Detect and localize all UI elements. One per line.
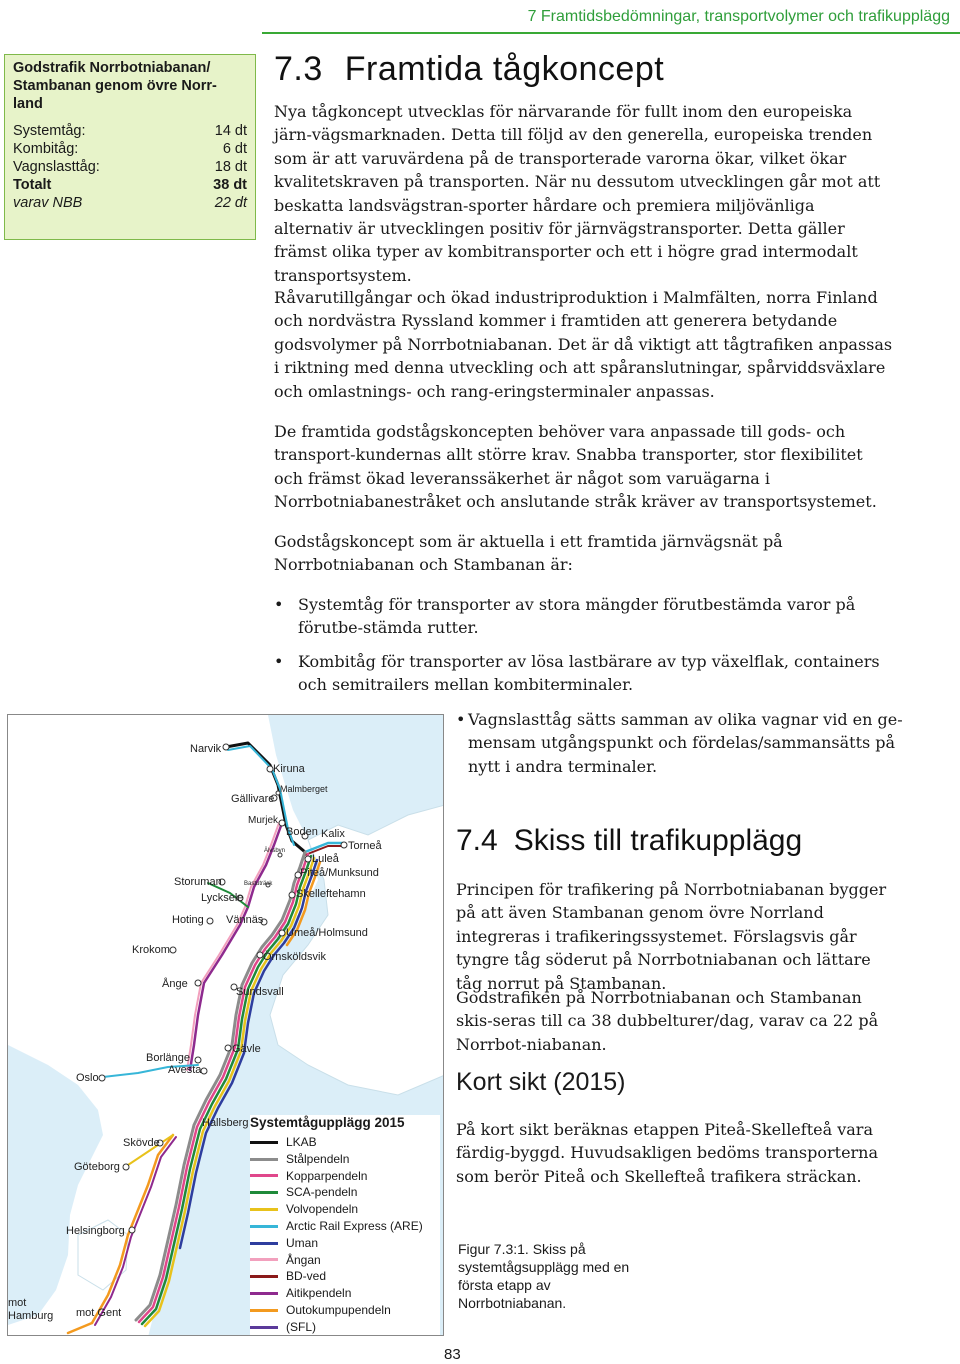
city-label-malmberget: Malmberget <box>280 784 328 794</box>
city-label-gavle: Gävle <box>232 1043 261 1055</box>
city-label-ange: Ånge <box>162 978 188 990</box>
fact-row-systemtag <box>13 122 247 140</box>
city-label-tornea: Torneå <box>348 840 382 852</box>
sea-area <box>8 1045 103 1325</box>
fact-value: 22 dt <box>214 195 247 211</box>
station-tornea <box>341 842 347 848</box>
bullet-icon: • <box>274 652 284 671</box>
station-krokom <box>170 947 176 953</box>
legend-item <box>250 1151 440 1168</box>
city-label-lulea: Luleå <box>312 853 339 865</box>
city-label-mot-hamburg: mot Hamburg <box>8 1297 54 1322</box>
city-label-vannas: Vännäs <box>226 914 264 926</box>
city-label-umea: Umeå/Holmsund <box>286 927 368 939</box>
paragraph: Principen för trafikering på Norrbotniabanan bygger på att även Stambanan genom övre Norrland integreras i trafikeringssystemet. Förslagsvis går tyngre tåg söderut på Norrbotniabanan och lättare tåg norrut på Stambanan. <box>456 880 887 993</box>
fact-value: 18 dt <box>214 159 247 175</box>
legend-swatch <box>250 1174 278 1177</box>
legend-label: BD-ved <box>286 1269 327 1284</box>
bullet-item <box>456 708 906 778</box>
legend-label: LKAB <box>286 1135 317 1149</box>
legend-swatch <box>250 1225 278 1228</box>
city-label-bastutrask: Bastuträsk <box>244 881 273 887</box>
city-label-goteborg: Göteborg <box>74 1161 120 1173</box>
legend-item <box>250 1252 440 1269</box>
bullet-icon: • <box>274 595 284 614</box>
legend-swatch <box>250 1242 278 1245</box>
city-label-mot-gent: mot Gent <box>76 1307 122 1319</box>
station-lulea <box>305 856 311 862</box>
legend-item <box>250 1201 440 1218</box>
legend-swatch <box>250 1275 278 1278</box>
fact-value: 6 dt <box>222 141 247 157</box>
city-label-kiruna: Kiruna <box>273 763 305 775</box>
bullet-text: Systemtåg för transporter av stora mängder förutbestämda varor på förutbe-stämda rutter. <box>298 595 856 638</box>
station-skelleftehamn <box>289 892 295 898</box>
legend-item <box>250 1268 440 1285</box>
legend-label: Arctic Rail Express (ARE) <box>286 1218 423 1233</box>
figure-caption: Figur 7.3:1. Skiss på systemtågsupplägg med en första etapp av Norrbotniabanan. <box>458 1241 630 1311</box>
city-label-sundsvall: Sundsvall <box>236 986 284 998</box>
legend-swatch <box>250 1191 278 1194</box>
city-label-hallsberg: Hallsberg <box>202 1117 249 1129</box>
city-label-helsingborg: Helsingborg <box>66 1225 125 1237</box>
legend-label: Outokumpupendeln <box>286 1302 391 1317</box>
station-helsingborg <box>129 1227 135 1233</box>
header-rule <box>262 32 960 34</box>
fact-row-vagnslasttag <box>13 158 247 176</box>
map-legend <box>250 1115 440 1336</box>
station-murjek <box>279 820 285 826</box>
bullet-text: Vagnslasttåg sätts samman av olika vagnar vid en ge-mensam utgångspunkt och fördelas/sammansätts på nytt i andra terminaler. <box>468 710 903 776</box>
city-label-krokom: Krokom <box>132 944 170 956</box>
legend-label: (SFL) <box>286 1319 316 1334</box>
city-label-hoting: Hoting <box>172 914 204 926</box>
section-heading-7-3 <box>274 50 664 89</box>
paragraph: Nya tågkoncept utvecklas för närvarande för fullt inom den europeiska järn-vägsmarknaden. Detta till följd av den generella, europeiska trenden som är att varuvärdena på de transporterade varorna ökar, vilket ökar kvalitetskraven på transporten. När nu dessutom utvecklingen går mot att beskatta landsvägstran-sporter hårdare och premiera miljövänliga alternativ är utvecklingen positiv för järnvägstransporter. Detta gäller främst olika typer av kombitransporter och ett i högre grad intermodalt transportsystem. <box>274 102 881 285</box>
legend-title: Systemtågupplägg 2015 <box>250 1115 405 1130</box>
city-label-avesta: Avesta <box>168 1064 202 1076</box>
city-label-gallivare: Gällivare <box>231 793 275 805</box>
paragraph: De framtida godstågskoncepten behöver vara anpassade till gods- och transport-kundernas allt större krav. Snabba transporter, stor flexibilitet och främst ökad leveranssäkerhet är något som varuägarna i Norrbotniabanestråket och anslutande stråk kräver av transportsystemet. <box>274 422 877 512</box>
fact-value: 38 dt <box>213 177 247 193</box>
paragraph: På kort sikt beräknas etappen Piteå-Skellefteå vara färdig-byggd. Huvudsakligen bedöms transporterna som berör Piteå och Skellefteå trafikera sträckan. <box>456 1120 879 1186</box>
station-avesta <box>201 1068 207 1074</box>
city-label-pitea: Piteå/Munksund <box>300 867 379 879</box>
subheading-kort-sikt: Kort sikt (2015) <box>456 1068 626 1096</box>
legend-item <box>250 1184 440 1201</box>
station-narvik <box>223 744 229 750</box>
bullet-item <box>274 650 896 697</box>
legend-swatch <box>250 1292 278 1295</box>
page-number: 83 <box>444 1346 461 1363</box>
city-label-borlange: Borlänge <box>146 1052 191 1064</box>
bullet-item <box>274 593 896 640</box>
legend-swatch <box>250 1208 278 1211</box>
route-hamburg <box>68 1323 92 1333</box>
legend-label: SCA-pendeln <box>286 1185 358 1200</box>
city-label-skovde: Skövde <box>123 1137 160 1149</box>
station-umea <box>279 930 285 936</box>
station-gavle <box>225 1045 231 1051</box>
station-ange <box>195 980 201 986</box>
legend-label: Uman <box>286 1235 319 1250</box>
station-goteborg <box>123 1164 129 1170</box>
city-label-ornskoldsvik: Örnsköldsvik <box>263 951 326 963</box>
section-number: 7.3 <box>274 50 323 88</box>
section-number: 7.4 <box>456 824 498 857</box>
city-label-storuman: Storuman <box>174 876 222 888</box>
legend-swatch <box>250 1309 278 1312</box>
station-borlange <box>195 1057 201 1063</box>
legend-swatch <box>250 1141 278 1144</box>
city-label-lycksele: Lycksele <box>201 892 244 904</box>
section-title: Skiss till trafikupplägg <box>513 824 803 857</box>
city-label-alvsbyn: Älvsbyn <box>264 848 286 854</box>
legend-item <box>250 1218 440 1235</box>
fact-box <box>4 54 256 240</box>
fact-label: Vagnslasttåg: <box>13 159 100 175</box>
rail-map <box>7 714 444 1336</box>
section-title: Framtida tågkoncept <box>344 50 665 88</box>
legend-item <box>250 1285 440 1302</box>
bullet-icon: • <box>456 710 466 729</box>
paragraph: Godstågskoncept som är aktuella i ett framtida järnvägsnät på Norrbotniabanan och Stambanan är: <box>274 532 783 575</box>
legend-label: Aitikpendeln <box>286 1286 352 1301</box>
legend-item <box>250 1134 440 1151</box>
legend-swatch <box>250 1326 278 1329</box>
city-label-narvik: Narvik <box>190 743 222 755</box>
legend-label: Volvopendeln <box>286 1202 359 1217</box>
city-label-murjek: Murjek <box>248 815 279 826</box>
fact-label: varav NBB <box>13 195 83 211</box>
fact-row-varav-nbb <box>13 194 247 212</box>
legend-item <box>250 1319 440 1336</box>
legend-swatch <box>250 1258 278 1261</box>
fact-label: Totalt <box>13 177 52 193</box>
legend-label: Kopparpendeln <box>286 1168 368 1183</box>
legend-item <box>250 1302 440 1319</box>
fact-row-totalt <box>13 176 247 194</box>
legend-item <box>250 1168 440 1185</box>
city-label-boden: Boden <box>286 826 318 838</box>
fact-label: Systemtåg: <box>13 123 86 139</box>
legend-swatch <box>250 1158 278 1161</box>
running-head: 7 Framtidsbedömningar, transportvolymer och trafikupplägg <box>527 8 950 25</box>
fact-label: Kombitåg: <box>13 141 79 157</box>
fact-row-kombitag <box>13 140 247 158</box>
legend-label: Stålpendeln <box>286 1151 350 1166</box>
station-hoting <box>207 918 213 924</box>
city-label-oslo: Oslo <box>76 1072 99 1084</box>
fact-value: 14 dt <box>214 123 247 139</box>
section-heading-7-4 <box>456 824 802 858</box>
fact-box-title: Godstrafik Norrbotniabanan/ Stambanan genom övre Norr-land <box>13 60 217 112</box>
station-oslo <box>99 1075 105 1081</box>
legend-item <box>250 1235 440 1252</box>
bullet-text: Kombitåg för transporter av lösa lastbärare av typ växelflak, containers och semitrailers mellan kombiterminaler. <box>298 652 880 695</box>
legend-label: Ångan <box>286 1252 321 1267</box>
city-label-kalix: Kalix <box>321 828 345 840</box>
city-label-skelleftehamn: Skelleftehamn <box>296 888 366 900</box>
paragraph: Råvarutillgångar och ökad industriproduktion i Malmfälten, norra Finland och nordvästra Ryssland kommer i framtiden att generera betydande godsvolymer på Norrbotniabanan. Det är då viktigt att tågtrafiken anpassas i riktning med denna utveckling och att spåranslutningar, spårviddsväxlare och omlastnings- och rang-eringsterminaler anpassas. <box>274 288 893 401</box>
paragraph: Godstrafiken på Norrbotniabanan och Stambanan skis-seras till ca 38 dubbelturer/dag, varav ca 22 på Norrbot-niabanan. <box>456 988 879 1054</box>
